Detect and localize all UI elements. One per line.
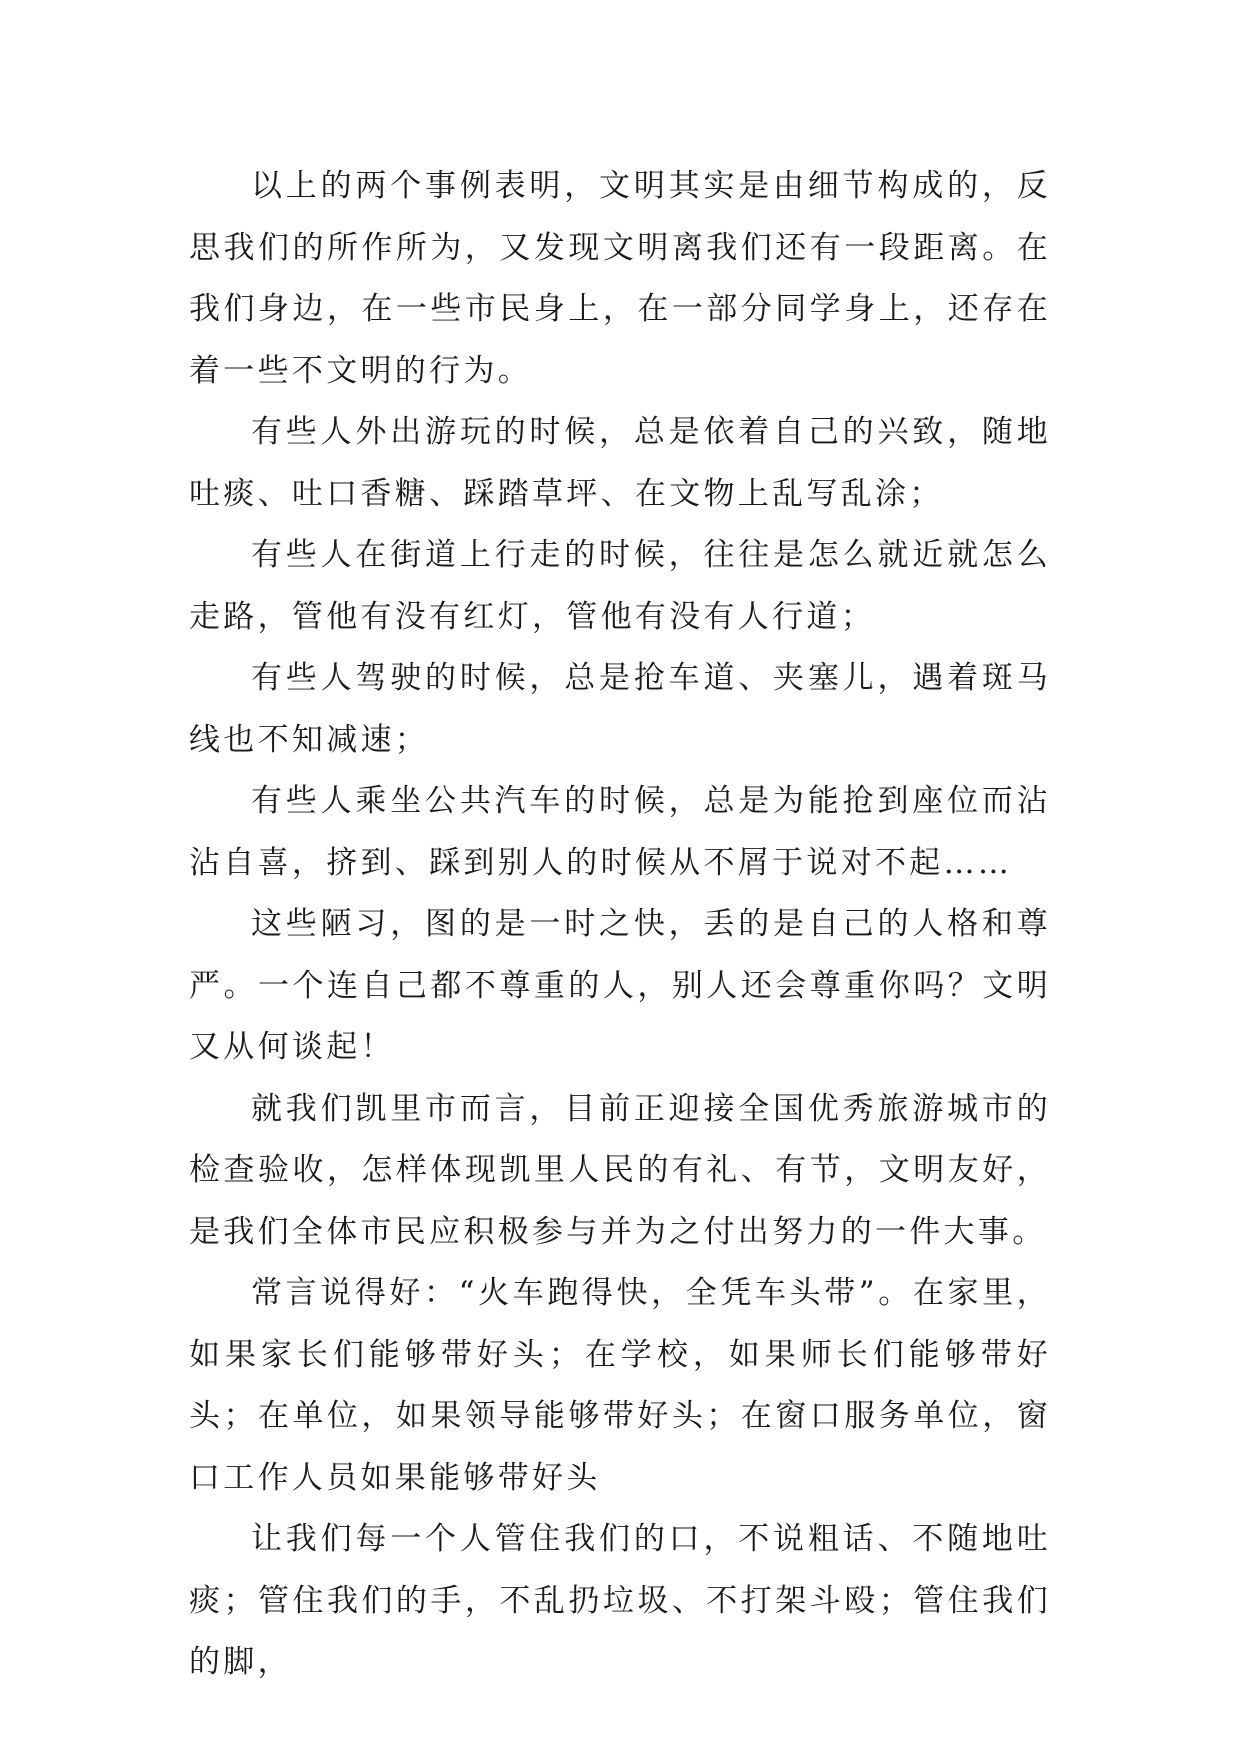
paragraph-4: 有些人驾驶的时候，总是抢车道、夹塞儿，遇着斑马线也不知减速； — [189, 660, 1051, 758]
document-body — [189, 156, 1051, 1694]
paragraph-6: 这些陋习，图的是一时之快，丢的是自己的人格和尊严。一个连自己都不尊重的人，别人还会尊重你吗？文明又从何谈起！ — [189, 906, 1051, 1065]
paragraph-8: 常言说得好：“火车跑得快，全凭车头带”。在家里，如果家长们能够带好头；在学校，如果师长们能够带好头；在单位，如果领导能够带好头；在窗口服务单位，窗口工作人员如果能够带好头 — [189, 1275, 1051, 1496]
paragraph-9: 让我们每一个人管住我们的口，不说粗话、不随地吐痰；管住我们的手，不乱扔垃圾、不打架斗殴；管住我们的脚， — [189, 1521, 1051, 1680]
paragraph-5: 有些人乘坐公共汽车的时候，总是为能抢到座位而沾沾自喜，挤到、踩到别人的时候从不屑于说对不起…… — [189, 783, 1051, 881]
paragraph-7: 就我们凯里市而言，目前正迎接全国优秀旅游城市的检查验收，怎样体现凯里人民的有礼、有节，文明友好，是我们全体市民应积极参与并为之付出努力的一件大事。 — [189, 1090, 1051, 1250]
paragraph-3: 有些人在街道上行走的时候，往往是怎么就近就怎么走路，管他有没有红灯，管他有没有人行道； — [189, 537, 1051, 635]
paragraph-1: 以上的两个事例表明，文明其实是由细节构成的，反思我们的所作所为，又发现文明离我们还有一段距离。在我们身边，在一些市民身上，在一部分同学身上，还存在着一些不文明的行为。 — [189, 168, 1051, 389]
paragraph-2: 有些人外出游玩的时候，总是依着自己的兴致，随地吐痰、吐口香糖、踩踏草坪、在文物上乱写乱涂； — [189, 414, 1051, 512]
